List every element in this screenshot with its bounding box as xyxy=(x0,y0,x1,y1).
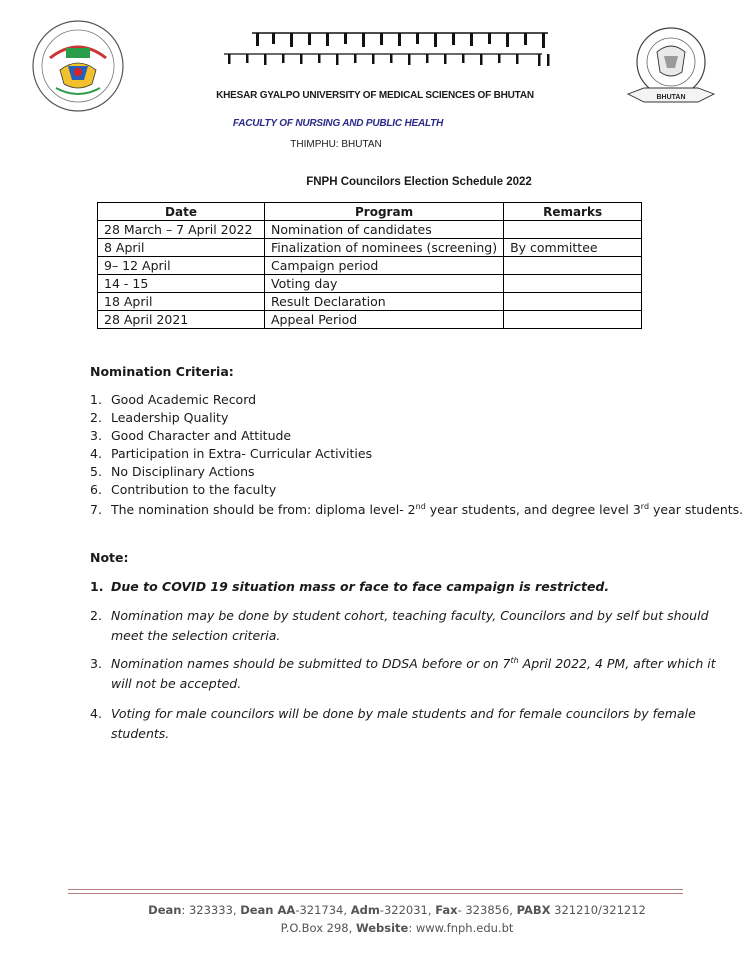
cell-program: Nomination of candidates xyxy=(265,221,504,239)
cell-remarks xyxy=(504,311,642,329)
website-label: Website xyxy=(355,921,409,935)
fax-value: - 323856, xyxy=(457,903,517,917)
election-schedule-table xyxy=(97,202,642,329)
table-row xyxy=(98,311,642,329)
note-text: Voting for male councilors will be done by male students and for female councilors by female students. xyxy=(111,706,696,741)
note-item xyxy=(90,654,720,694)
footer-divider-bottom xyxy=(68,893,683,894)
list-text: Good Character and Attitude xyxy=(111,428,292,443)
dean-value: : 323333, xyxy=(181,903,241,917)
cell-date: 9– 12 April xyxy=(98,257,265,275)
cell-date: 14 - 15 xyxy=(98,275,265,293)
cell-remarks xyxy=(504,275,642,293)
list-number: 4. xyxy=(90,446,102,461)
list-text: Leadership Quality xyxy=(111,410,229,425)
footer-contacts xyxy=(0,903,750,917)
list-number: 6. xyxy=(90,482,102,497)
list-text: Participation in Extra- Curricular Activities xyxy=(111,446,373,461)
footer-address xyxy=(0,921,750,935)
list-item xyxy=(90,428,291,443)
pabx-value: 321210/321212 xyxy=(550,903,646,917)
list-number: 1. xyxy=(90,392,102,407)
list-text: No Disciplinary Actions xyxy=(111,464,255,479)
table-row xyxy=(98,293,642,311)
note-item xyxy=(90,606,720,646)
table-row xyxy=(98,239,642,257)
list-item xyxy=(90,392,256,407)
cell-program: Appeal Period xyxy=(265,311,504,329)
list-text: Contribution to the faculty xyxy=(111,482,277,497)
list-item xyxy=(90,410,228,425)
cell-program: Result Declaration xyxy=(265,293,504,311)
dean-aa-value: -321734, xyxy=(295,903,351,917)
note-text-a: Nomination names should be submitted to DDSA before or on 7 xyxy=(111,656,511,671)
dean-label: Dean xyxy=(148,903,182,917)
table-row xyxy=(98,275,642,293)
list-item xyxy=(90,446,372,461)
dzongkha-header-line-2 xyxy=(222,51,552,67)
cell-date: 18 April xyxy=(98,293,265,311)
table-row xyxy=(98,257,642,275)
superscript-th: th xyxy=(510,655,519,665)
note-item xyxy=(90,577,730,597)
fax-label: Fax xyxy=(435,903,458,917)
cell-remarks xyxy=(504,293,642,311)
note-text: Nomination may be done by student cohort, teaching faculty, Councilors and by self but should meet the selection criteria. xyxy=(111,608,709,643)
list-text: Good Academic Record xyxy=(111,392,257,407)
cell-remarks xyxy=(504,257,642,275)
list-text-b: year students, and degree level 3 xyxy=(425,502,641,517)
list-number: 3. xyxy=(90,428,102,443)
website-link[interactable]: : www.fnph.edu.bt xyxy=(408,921,514,935)
cell-remarks xyxy=(504,221,642,239)
list-number: 7. xyxy=(90,502,102,517)
table-row xyxy=(98,221,642,239)
city-name: THIMPHU: BHUTAN xyxy=(290,139,382,150)
column-header-remarks: Remarks xyxy=(504,203,642,221)
schedule-title: FNPH Councilors Election Schedule 2022 xyxy=(306,176,532,188)
list-number: 2. xyxy=(90,410,102,425)
pabx-label: PABX xyxy=(516,903,551,917)
list-text-a: The nomination should be from: diploma level- 2 xyxy=(111,502,416,517)
superscript-nd: nd xyxy=(415,501,426,511)
list-text-c: year students. xyxy=(649,502,744,517)
cell-program: Campaign period xyxy=(265,257,504,275)
cell-date: 28 March – 7 April 2022 xyxy=(98,221,265,239)
faculty-name: FACULTY OF NURSING AND PUBLIC HEALTH xyxy=(232,118,444,129)
list-item xyxy=(90,482,276,497)
cell-date: 8 April xyxy=(98,239,265,257)
superscript-rd: rd xyxy=(640,501,650,511)
table-header-row xyxy=(98,203,642,221)
column-header-date: Date xyxy=(98,203,265,221)
note-number: 3. xyxy=(90,656,102,671)
dean-aa-label: Dean AA xyxy=(240,903,296,917)
pobox-text: P.O.Box 298, xyxy=(280,921,356,935)
note-item xyxy=(90,704,740,744)
column-header-program: Program xyxy=(265,203,504,221)
list-number: 5. xyxy=(90,464,102,479)
note-text: Due to COVID 19 situation mass or face to face campaign is restricted. xyxy=(111,579,610,594)
note-number: 1. xyxy=(90,579,104,594)
adm-label: Adm xyxy=(350,903,380,917)
footer-divider-top xyxy=(68,889,683,890)
list-item xyxy=(90,502,743,517)
cell-program: Voting day xyxy=(265,275,504,293)
cell-remarks: By committee xyxy=(504,239,642,257)
note-heading: Note: xyxy=(90,550,129,565)
criteria-heading: Nomination Criteria: xyxy=(90,364,234,379)
cell-program: Finalization of nominees (screening) xyxy=(265,239,504,257)
note-number: 2. xyxy=(90,608,102,623)
adm-value: -322031, xyxy=(379,903,436,917)
list-item xyxy=(90,464,255,479)
cell-date: 28 April 2021 xyxy=(98,311,265,329)
logo-ribbon-text: BHUTAN xyxy=(656,94,686,101)
dzongkha-header-line-1 xyxy=(250,30,550,50)
note-text-b: April 2022, 4 PM, after which it will not be accepted. xyxy=(111,656,716,691)
note-number: 4. xyxy=(90,706,102,721)
university-name: KHESAR GYALPO UNIVERSITY OF MEDICAL SCIENCES OF BHUTAN xyxy=(216,90,534,101)
